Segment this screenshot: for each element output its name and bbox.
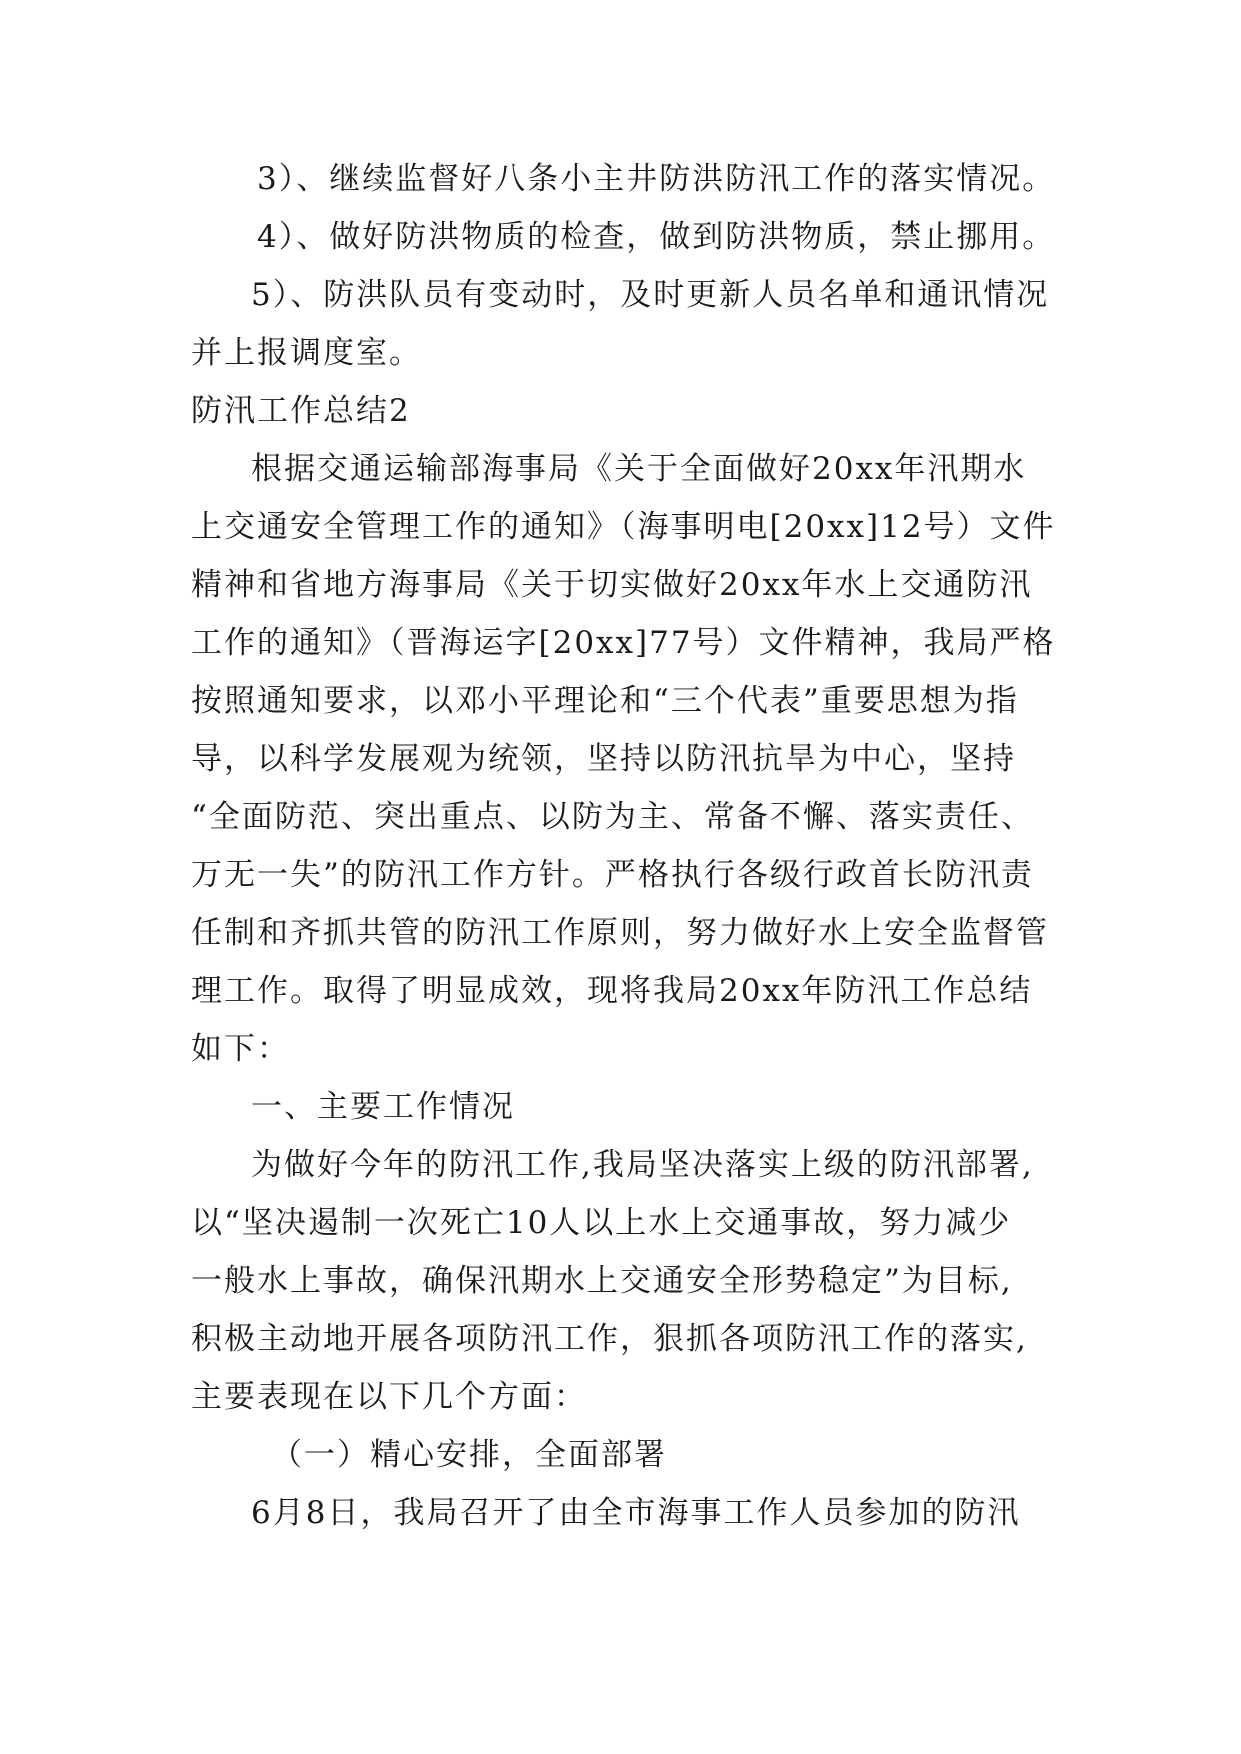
list-item-4: 4）、做好防洪物质的检查，做到防洪物质，禁止挪用。 [257, 219, 1056, 255]
paragraph-line: 一般水上事故，确保汛期水上交通安全形势稳定”为目标, [191, 1263, 1013, 1299]
paragraph-line: 按照通知要求，以邓小平理论和“三个代表”重要思想为指 [191, 683, 1019, 719]
paragraph-line: 主要表现在以下几个方面： [191, 1379, 587, 1415]
list-item-5-continued: 并上报调度室。 [191, 335, 422, 371]
subheading: 一、主要工作情况 [251, 1089, 515, 1125]
paragraph-line: “全面防范、突出重点、以防为主、常备不懈、落实责任、 [191, 799, 1034, 835]
section-title: 防汛工作总结2 [191, 393, 411, 429]
paragraph-line: 精神和省地方海事局《关于切实做好20xx年水上交通防汛 [191, 567, 1033, 603]
paragraph-line: 上交通安全管理工作的通知》（海事明电[20xx]12号）文件 [191, 509, 1056, 545]
paragraph-line: 工作的通知》（晋海运字[20xx]77号）文件精神，我局严格 [191, 625, 1056, 661]
paragraph-line: 导，以科学发展观为统领，坚持以防汛抗旱为中心，坚持 [191, 741, 1016, 777]
document-body [191, 150, 1056, 1542]
paragraph-line: 积极主动地开展各项防汛工作，狠抓各项防汛工作的落实, [191, 1321, 1028, 1357]
paragraph-line: 6月8日，我局召开了由全市海事工作人员参加的防汛 [251, 1495, 1021, 1531]
paragraph-line: 如下： [191, 1031, 290, 1067]
paragraph-line: 任制和齐抓共管的防汛工作原则，努力做好水上安全监督管 [191, 915, 1049, 951]
list-item-5: 5）、防洪队员有变动时，及时更新人员名单和通讯情况 [251, 277, 1050, 313]
paragraph-line: 理工作。取得了明显成效，现将我局20xx年防汛工作总结 [191, 973, 1033, 1009]
paragraph-line: 以“坚决遏制一次死亡10人以上水上交通事故，努力减少 [191, 1205, 1012, 1241]
paragraph-line: 根据交通运输部海事局《关于全面做好20xx年汛期水 [251, 451, 1027, 487]
paragraph-line: 万无一失”的防汛工作方针。严格执行各级行政首长防汛责 [191, 857, 1034, 893]
paragraph-line: 为做好今年的防汛工作,我局坚决落实上级的防汛部署, [251, 1147, 1034, 1183]
subheading: （一）精心安排，全面部署 [271, 1437, 667, 1473]
list-item-3: 3）、继续监督好八条小主井防洪防汛工作的落实情况。 [257, 161, 1056, 197]
